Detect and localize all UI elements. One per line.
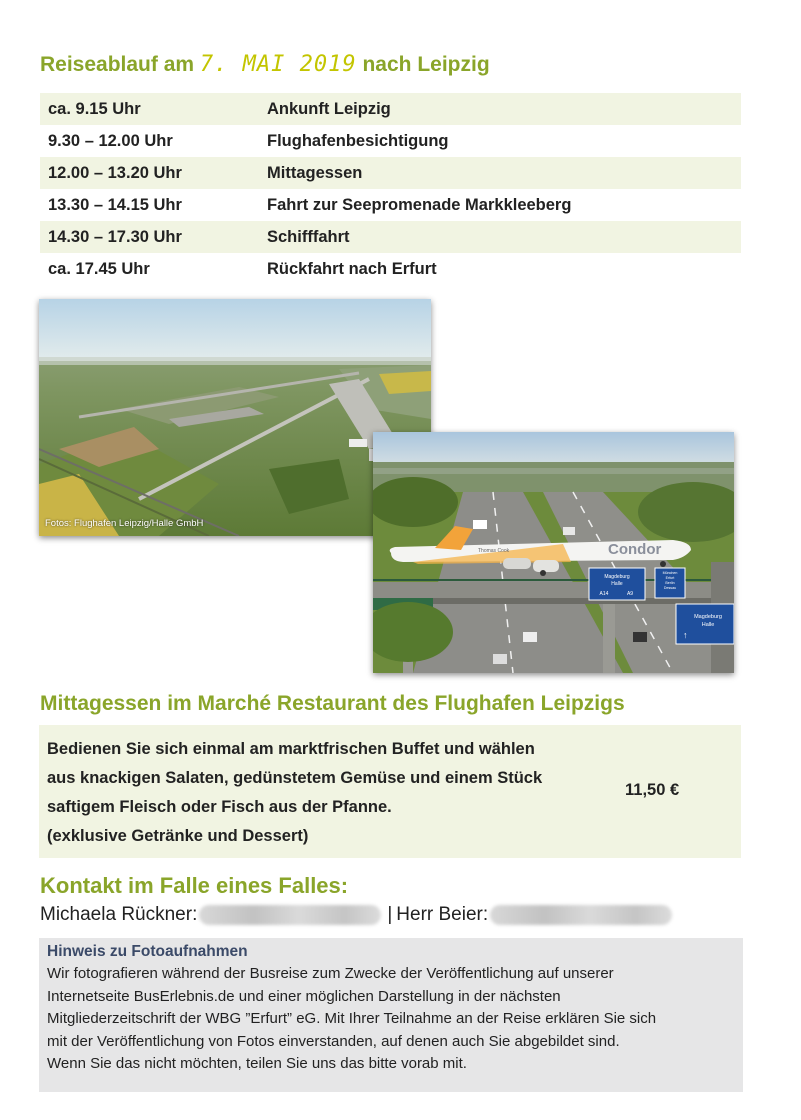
redacted-phone-2	[490, 905, 672, 925]
table-row	[40, 125, 741, 157]
itinerary-title-prefix: Reiseablauf am	[40, 53, 195, 76]
lunch-heading: Mittagessen im Marché Restaurant des Flughafen Leipzigs	[40, 692, 625, 715]
sign-bottom-line1: Magdeburg	[694, 614, 722, 620]
lunch-line: (exklusive Getränke und Dessert)	[47, 827, 309, 845]
up-arrow-icon: ↑	[683, 630, 688, 640]
table-row	[40, 221, 741, 253]
lunch-price: 11,50 €	[625, 781, 680, 799]
redacted-phone-1	[199, 905, 381, 925]
sign-right-line4: Dessau	[663, 586, 677, 590]
row-activity: Fahrt zur Seepromenade Markkleeberg	[267, 195, 572, 214]
row-time: 13.30 – 14.15 Uhr	[48, 195, 182, 214]
row-activity: Ankunft Leipzig	[259, 93, 741, 125]
row-time: ca. 9.15 Uhr	[40, 93, 259, 125]
sign-right-line1: München	[662, 571, 678, 575]
photo-notice-title: Hinweis zu Fotoaufnahmen	[47, 943, 248, 960]
lunch-line: saftigem Fleisch oder Fisch aus der Pfanne.	[47, 798, 392, 816]
notice-line: Wir fotografieren während der Busreise zum Zwecke der Veröffentlichung auf unserer	[47, 965, 614, 982]
photo-credit: Fotos: Flughafen Leipzig/Halle GmbH	[45, 518, 204, 529]
notice-line: mit der Veröffentlichung von Fotos einverstanden, auf denen auch Sie abgebildet sind.	[47, 1032, 620, 1050]
plane-livery-text: Condor	[608, 541, 662, 558]
row-activity: Rückfahrt nach Erfurt	[267, 259, 437, 278]
sign-right-line2: Erfurt	[665, 576, 675, 580]
contact-person-1: Michaela Rückner:	[40, 904, 198, 925]
row-time: 12.00 – 13.20 Uhr	[40, 157, 259, 189]
row-activity: Schifffahrt	[259, 221, 741, 253]
sign-top-number1: A14	[599, 591, 609, 597]
photo-notice-text	[47, 963, 739, 1076]
contact-separator: |	[387, 904, 393, 925]
table-row	[40, 157, 741, 189]
contact-person-2: Herr Beier:	[396, 904, 489, 925]
plane-bridge-photo	[373, 432, 734, 673]
itinerary-heading	[40, 52, 490, 77]
sign-bottom-line2: Halle	[701, 622, 715, 628]
row-activity: Mittagessen	[259, 157, 741, 189]
notice-line: Internetseite BusErlebnis.de und einer möglichen Darstellung in der nächsten	[47, 987, 561, 1005]
sign-top-number2: A9	[626, 591, 634, 597]
sign-top-line2: Halle	[611, 581, 623, 587]
lunch-line: Bedienen Sie sich einmal am marktfrischen Buffet und wählen	[47, 740, 535, 758]
plane-small-text: Thomas Cook	[478, 548, 510, 554]
table-row	[40, 93, 741, 125]
highway-sign-right	[655, 568, 685, 598]
plane-bridge-illustration	[373, 432, 734, 673]
itinerary-table	[40, 93, 741, 285]
table-row	[40, 189, 741, 221]
lunch-line: aus knackigen Salaten, gedünstetem Gemüse und einem Stück	[47, 769, 543, 787]
lunch-box	[39, 725, 741, 858]
contact-heading: Kontakt im Falle eines Falles:	[40, 873, 349, 898]
row-activity: Flughafenbesichtigung	[267, 131, 449, 150]
photo-notice-box	[39, 938, 743, 1092]
table-row	[40, 253, 741, 285]
sign-top-line1: Magdeburg	[604, 574, 630, 580]
lunch-description	[47, 735, 587, 851]
notice-line: Mitgliederzeitschrift der WBG ”Erfurt” eG. Mit Ihrer Teilnahme an der Reise erklären Sie sich	[47, 1010, 657, 1028]
notice-line: Wenn Sie das nicht möchten, teilen Sie uns das bitte vorab mit.	[47, 1055, 467, 1073]
row-time: 14.30 – 17.30 Uhr	[40, 221, 259, 253]
row-time: ca. 17.45 Uhr	[48, 259, 150, 278]
highway-sign-bottom	[676, 604, 734, 644]
contact-line	[40, 904, 674, 926]
highway-sign-top	[589, 568, 645, 600]
sign-right-line3: Berlin	[665, 581, 675, 585]
itinerary-title-suffix: nach Leipzig	[362, 53, 490, 76]
row-time: 9.30 – 12.00 Uhr	[48, 131, 173, 150]
itinerary-date: 7. MAI 2019	[199, 52, 357, 77]
